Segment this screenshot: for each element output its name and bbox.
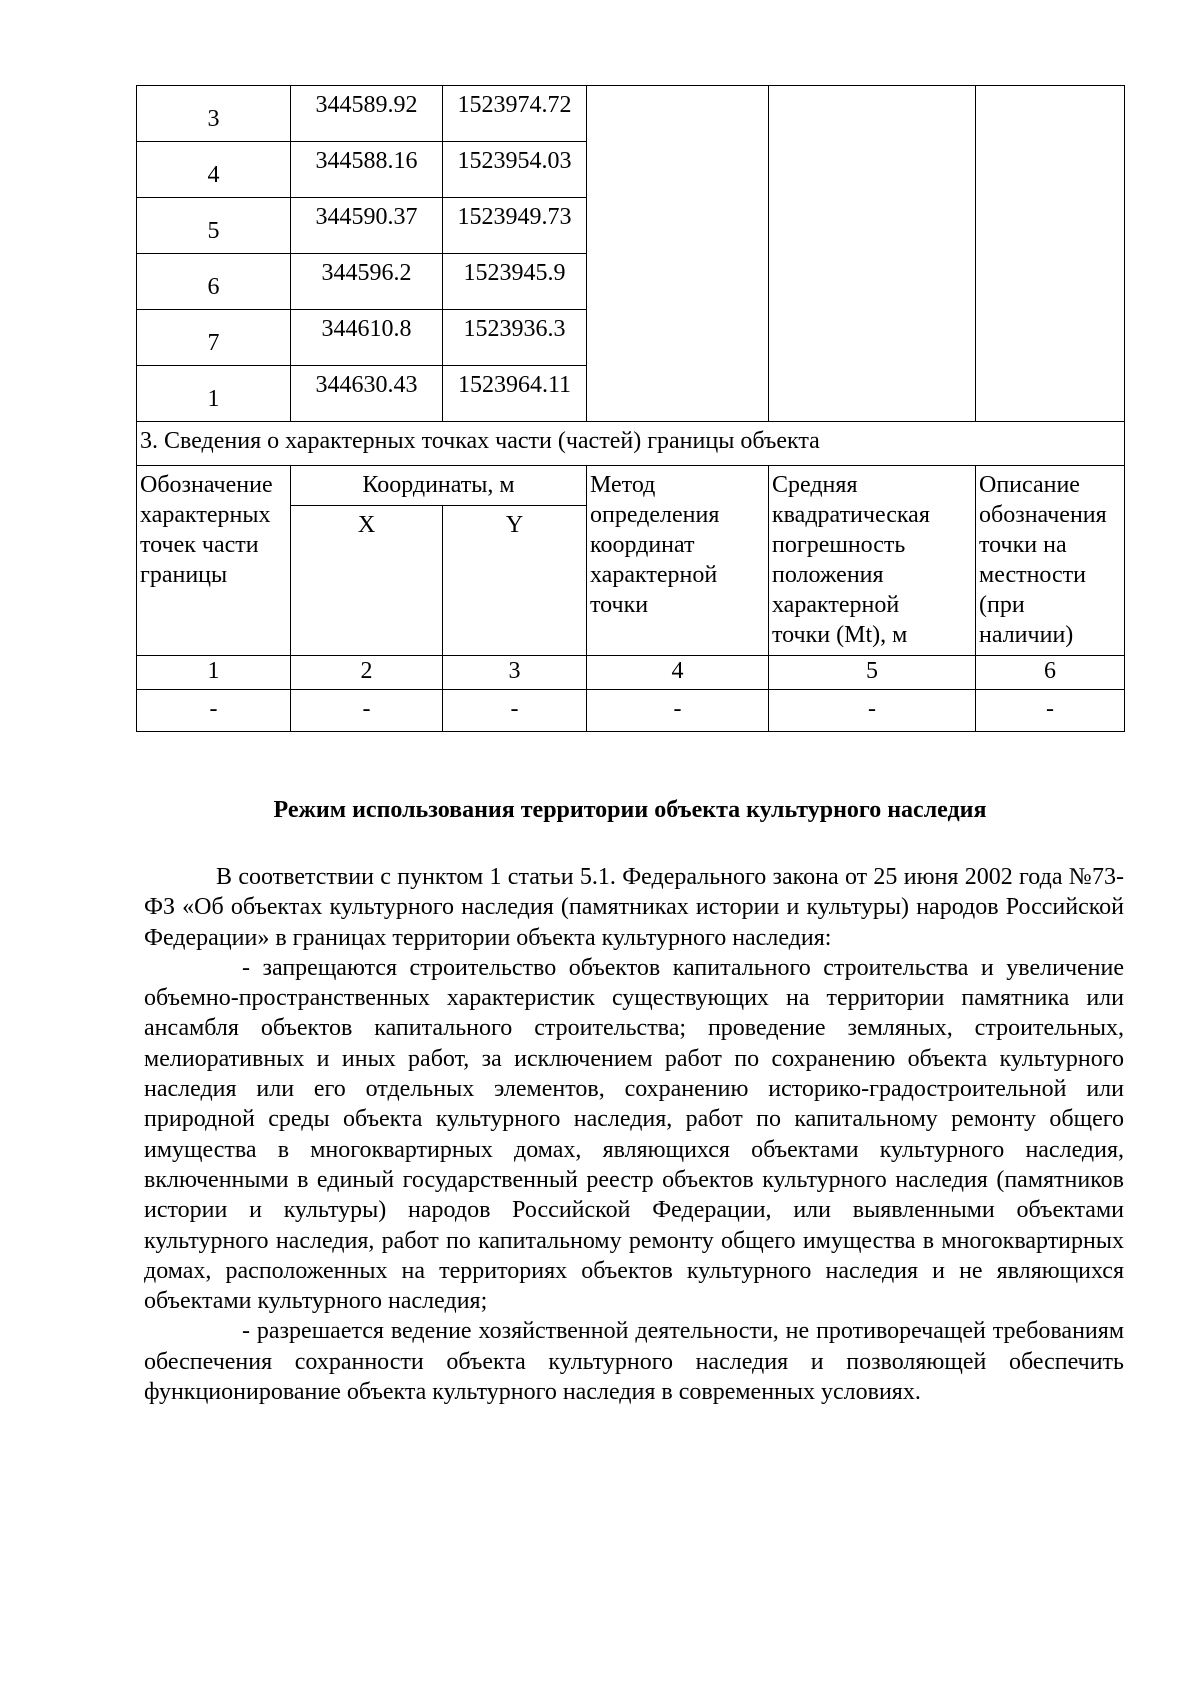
table-row: [137, 86, 1125, 142]
paragraph: - разрешается ведение хозяйственной деятельности, не противоречащей требованиям обеспечения сохранности объекта культурного наследия и позволяющей обеспечить функционирование объекта культурного наследия в современных условиях.: [144, 1318, 1124, 1406]
dash-cell: -: [976, 690, 1125, 732]
header-row: [137, 466, 1125, 506]
dash-cell: -: [769, 690, 976, 732]
col-x-header: X: [291, 506, 443, 656]
col-error-header: Средняя квадратическая погрешность положения характерной точки (Mt), м: [769, 466, 976, 656]
coord-y: 1523964.11: [443, 366, 587, 422]
coord-x: 344589.92: [291, 86, 443, 142]
error-cell: [769, 86, 976, 422]
column-number: 4: [587, 656, 769, 690]
point-number: 5: [137, 198, 291, 254]
coordinates-table: [136, 85, 1125, 732]
empty-data-row: [137, 690, 1125, 732]
coord-x: 344590.37: [291, 198, 443, 254]
coord-y: 1523954.03: [443, 142, 587, 198]
point-number: 7: [137, 310, 291, 366]
point-number: 6: [137, 254, 291, 310]
section-title-row: [137, 422, 1125, 466]
coord-y: 1523936.3: [443, 310, 587, 366]
method-cell: [587, 86, 769, 422]
point-number: 4: [137, 142, 291, 198]
dash-cell: -: [443, 690, 587, 732]
paragraph: - запрещаются строительство объектов капитального строительства и увеличение объемно-пространственных характеристик существующих на территории памятника или ансамбля объектов капитального строительства; проведение земляных, строительных, мелиоративных и иных работ, за исключением работ по сохранению объекта культурного наследия или его отдельных элементов, сохранению историко-градостроительной или природной среды объекта культурного наследия, работ по капитальному ремонту общего имущества в многоквартирных домах, являющихся объектами культурного наследия, включенными в единый государственный реестр объектов культурного наследия (памятников истории и культуры) народов Российской Федерации, или выявленными объектами культурного наследия, работ по капитальному ремонту общего имущества в многоквартирных домах, расположенных на территориях объектов культурного наследия и не являющихся объектами культурного наследия;: [144, 954, 1124, 1315]
coord-x: 344610.8: [291, 310, 443, 366]
coord-x: 344630.43: [291, 366, 443, 422]
col-y-header: Y: [443, 506, 587, 656]
column-number: 6: [976, 656, 1125, 690]
paragraph: В соответствии с пунктом 1 статьи 5.1. Федерального закона от 25 июня 2002 года №73-ФЗ «Об объектах культурного наследия (памятниках истории и культуры) народов Российской Федерации» в границах территории объекта культурного наследия:: [144, 864, 1124, 951]
col-coords-header: Координаты, м: [291, 466, 587, 506]
col-method-header: Метод определения координат характерной точки: [587, 466, 769, 656]
column-number: 1: [137, 656, 291, 690]
coord-y: 1523949.73: [443, 198, 587, 254]
coord-y: 1523945.9: [443, 254, 587, 310]
col-description-header: Описание обозначения точки на местности (при наличии): [976, 466, 1125, 656]
dash-cell: -: [137, 690, 291, 732]
description-cell: [976, 86, 1125, 422]
column-numbers-row: [137, 656, 1125, 690]
point-number: 3: [137, 86, 291, 142]
col-designation-header: Обозначение характерных точек части границы: [137, 466, 291, 656]
point-number: 1: [137, 366, 291, 422]
regime-text: [144, 862, 1124, 1407]
column-number: 3: [443, 656, 587, 690]
dash-cell: -: [587, 690, 769, 732]
section-title: 3. Сведения о характерных точках части (частей) границы объекта: [137, 422, 1125, 466]
coord-x: 344596.2: [291, 254, 443, 310]
coord-x: 344588.16: [291, 142, 443, 198]
column-number: 2: [291, 656, 443, 690]
dash-cell: -: [291, 690, 443, 732]
column-number: 5: [769, 656, 976, 690]
coord-y: 1523974.72: [443, 86, 587, 142]
regime-heading: Режим использования территории объекта культурного наследия: [273, 797, 987, 823]
